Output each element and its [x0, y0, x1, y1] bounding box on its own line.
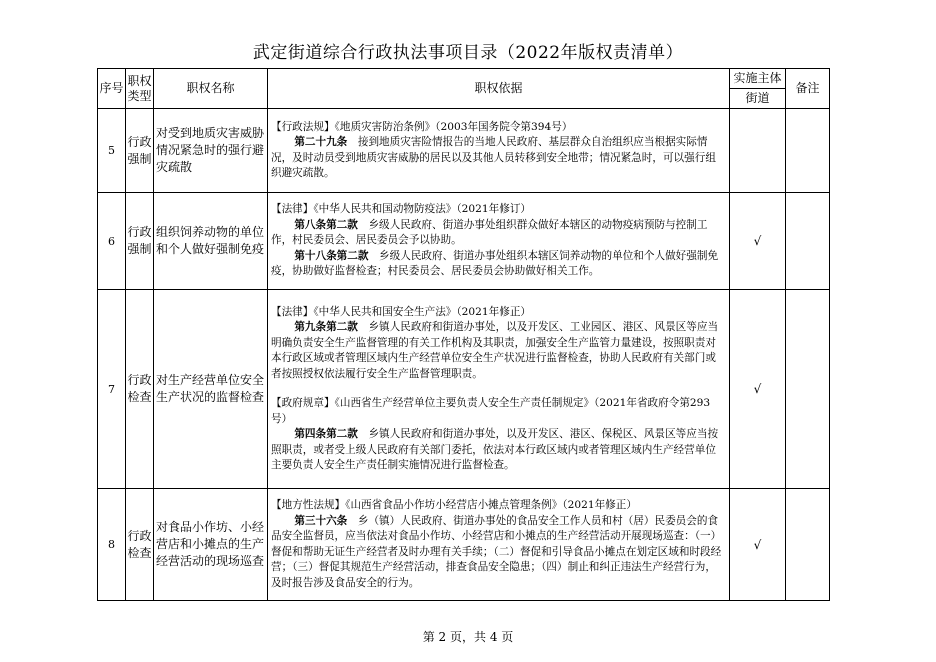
clause-text: 接到地质灾害险情报告的当地人民政府、基层群众自治组织应当根据实际情况，及时动员受到地质灾害威胁的居民以及其他人员转移到安全地带；情况紧急时，可以强行组织避灾疏散。: [271, 136, 716, 179]
clause-text: 乡镇人民政府和街道办事处，以及开发区、工业园区、港区、风景区等应当明确负责安全生产监督管理的有关工作机构及其职责，加强安全生产监管力量建设，按照职责对本行政区域或者管理区域内生产经营单位安全生产状况进行监督检查，协助人民政府有关部门或者按照授权依法履行安全生产监督管理职责。: [271, 321, 719, 380]
row-number: 8: [98, 489, 126, 601]
row-name: 对食品小作坊、小经营店和小摊点的生产经营活动的现场巡查: [154, 489, 268, 601]
header-remark: 备注: [786, 69, 830, 109]
row-basis: [268, 489, 730, 601]
table-row: [98, 290, 830, 489]
row-type: 行政强制: [126, 109, 154, 193]
clause-text: 乡级人民政府、街道办事处组织群众做好本辖区的动物疫病预防与控制工作，村民委员会、居民委员会予以协助。: [271, 218, 708, 247]
row-name: 组织饲养动物的单位和个人做好强制免疫: [154, 193, 268, 290]
clause-article: 第十八条第二款: [294, 249, 369, 262]
header-name: 职权名称: [154, 69, 268, 109]
basis-source: 【行政法规】《地质灾害防治条例》（2003年国务院令第394号）: [271, 120, 573, 133]
clause-article: 第三十六条: [294, 514, 348, 527]
page-title: 武定街道综合行政执法事项目录（2022年版权责清单）: [252, 43, 684, 63]
table-row: [98, 193, 830, 290]
basis-source: 【政府规章】《山西省生产经营单位主要负责人安全生产责任制规定》（2021年省政府令第293号）: [271, 397, 711, 425]
page-footer: 第 2 页，共 4 页: [422, 630, 514, 644]
basis-clause: [271, 427, 726, 474]
header-basis: 职权依据: [268, 69, 730, 109]
row-type: 行政检查: [126, 489, 154, 601]
row-subject-check: √: [730, 489, 786, 601]
header-seq: 序号: [98, 69, 126, 109]
basis-source: 【地方性法规】《山西省食品小作坊小经营店小摊点管理条例》（2021年修正）: [271, 499, 637, 511]
table-row: [98, 489, 830, 601]
table-row: [98, 109, 830, 193]
row-subject-check: √: [730, 290, 786, 489]
row-basis: [268, 109, 730, 193]
clause-article: 第八条第二款: [294, 218, 358, 231]
row-type: 行政强制: [126, 193, 154, 290]
header-subject-street: 街道: [730, 89, 786, 109]
clause-article: 第四条第二款: [294, 428, 358, 440]
row-name: 对生产经营单位安全生产状况的监督检查: [154, 290, 268, 489]
row-basis: [268, 193, 730, 290]
basis-clause: [271, 249, 726, 280]
row-remark: [786, 193, 830, 290]
header-subject: 实施主体: [730, 69, 786, 89]
row-remark: [786, 290, 830, 489]
row-type: 行政检查: [126, 290, 154, 489]
clause-article: 第二十九条: [294, 136, 348, 148]
row-subject-check: [730, 109, 786, 193]
basis-clause: [271, 320, 726, 382]
basis-clause: [271, 218, 726, 249]
row-name: 对受到地质灾害威胁情况紧急时的强行避灾疏散: [154, 109, 268, 193]
basis-clause: [271, 135, 726, 182]
clause-text: 乡镇人民政府和街道办事处，以及开发区、港区、保税区、风景区等应当按照职责，或者受上级人民政府有关部门委托，依法对本行政区域内或者管理区域内生产经营单位主要负责人安全生产责任制实施情况进行监督检查。: [271, 428, 719, 471]
basis-clause: [271, 514, 726, 592]
row-subject-check: √: [730, 193, 786, 290]
clause-text: 乡级人民政府、街道办事处组织本辖区饲养动物的单位和个人做好强制免疫，协助做好监督检查；村民委员会、居民委员会协助做好相关工作。: [271, 249, 719, 278]
duty-table: [97, 68, 830, 601]
row-number: 5: [98, 109, 126, 193]
row-number: 6: [98, 193, 126, 290]
header-type: 职权类型: [126, 69, 154, 109]
row-remark: [786, 489, 830, 601]
clause-article: 第九条第二款: [294, 321, 358, 333]
row-remark: [786, 109, 830, 193]
clause-text: 乡（镇）人民政府、街道办事处的食品安全工作人员和村（居）民委员会的食品安全监督员，应当依法对食品小作坊、小经营店和小摊点的生产经营活动开展现场巡查：（一）督促和帮助无证生产经营者及时办理有关手续；（二）督促和引导食品小摊点在划定区域和时段经营；（三）督促其规范生产经营活动，排查食品安全隐患；（四）制止和纠正违法生产经营行为，及时报告涉及食品安全的行为。: [271, 514, 722, 589]
basis-source: 【法律】《中华人民共和国动物防疫法》（2021年修订）: [271, 203, 532, 216]
basis-source: 【法律】《中华人民共和国安全生产法》（2021年修正）: [271, 305, 532, 318]
row-number: 7: [98, 290, 126, 489]
row-basis: [268, 290, 730, 489]
